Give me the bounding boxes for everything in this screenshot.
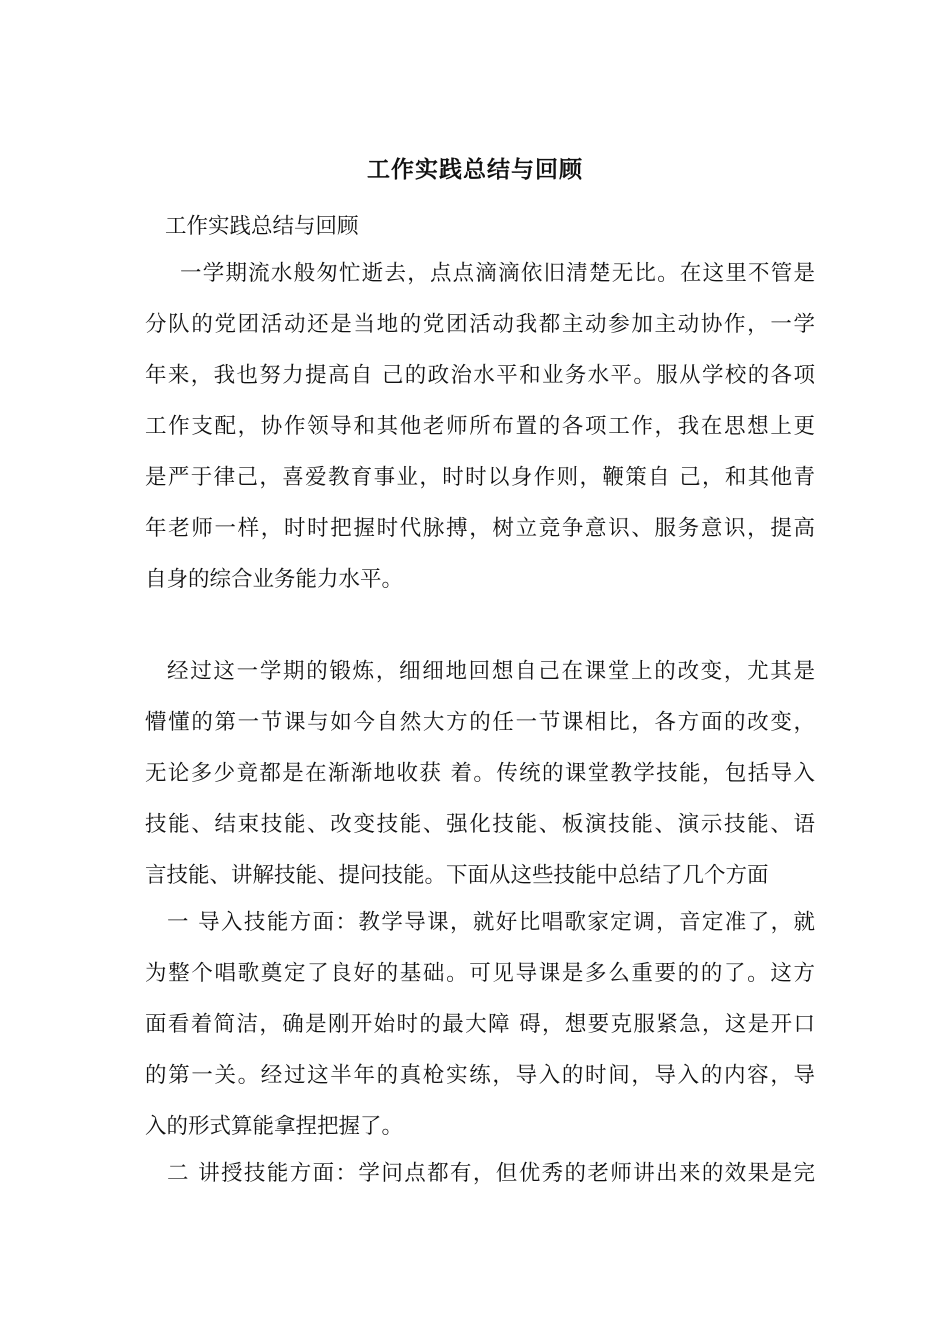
paragraph-line: 技能、结束技能、改变技能、强化技能、板演技能、演示技能、语 <box>145 812 815 837</box>
paragraph-line: 的第一关。经过这半年的真枪实练，导入的时间，导入的内容，导 <box>145 1063 815 1088</box>
paragraph-line: 懵懂的第一节课与如今自然大方的任一节课相比，各方面的改变， <box>145 710 815 735</box>
paragraph-line: 年老师一样，时时把握时代脉搏，树立竞争意识、服务意识，提高 <box>145 516 815 541</box>
paragraph-line: 无论多少竟都是在渐渐地收获 着。传统的课堂教学技能，包括导入 <box>145 761 815 786</box>
paragraph-line: 为整个唱歌奠定了良好的基础。可见导课是多么重要的的了。这方 <box>145 961 815 986</box>
document-title: 工作实践总结与回顾 <box>367 156 583 183</box>
section-heading-line: 二 讲授技能方面：学问点都有，但优秀的老师讲出来的效果是完 <box>167 1161 815 1186</box>
paragraph-line: 言技能、讲解技能、提问技能。下面从这些技能中总结了几个方面 <box>145 863 769 888</box>
document-subtitle: 工作实践总结与回顾 <box>165 214 359 239</box>
paragraph-line: 面看着简洁，确是刚开始时的最大障 碍，想要克服紧急，这是开口 <box>145 1012 815 1037</box>
paragraph-line: 年来，我也努力提高自 己的政治水平和业务水平。服从学校的各项 <box>145 363 815 388</box>
paragraph-line: 工作支配，协作领导和其他老师所布置的各项工作，我在思想上更 <box>145 414 815 439</box>
paragraph-line: 是严于律己，喜爱教育事业，时时以身作则，鞭策自 己，和其他青 <box>145 465 815 490</box>
paragraph-line: 入的形式算能拿捏把握了。 <box>145 1114 404 1139</box>
paragraph-line: 一学期流水般匆忙逝去，点点滴滴依旧清楚无比。在这里不管是 <box>180 261 815 286</box>
paragraph-line: 分队的党团活动还是当地的党团活动我都主动参加主动协作，一学 <box>145 312 815 337</box>
section-heading-line: 一 导入技能方面：教学导课，就好比唱歌家定调，音定准了，就 <box>167 910 815 935</box>
paragraph-line: 经过这一学期的锻炼，细细地回想自己在课堂上的改变，尤其是 <box>167 659 815 684</box>
paragraph-line: 自身的综合业务能力水平。 <box>145 567 404 592</box>
